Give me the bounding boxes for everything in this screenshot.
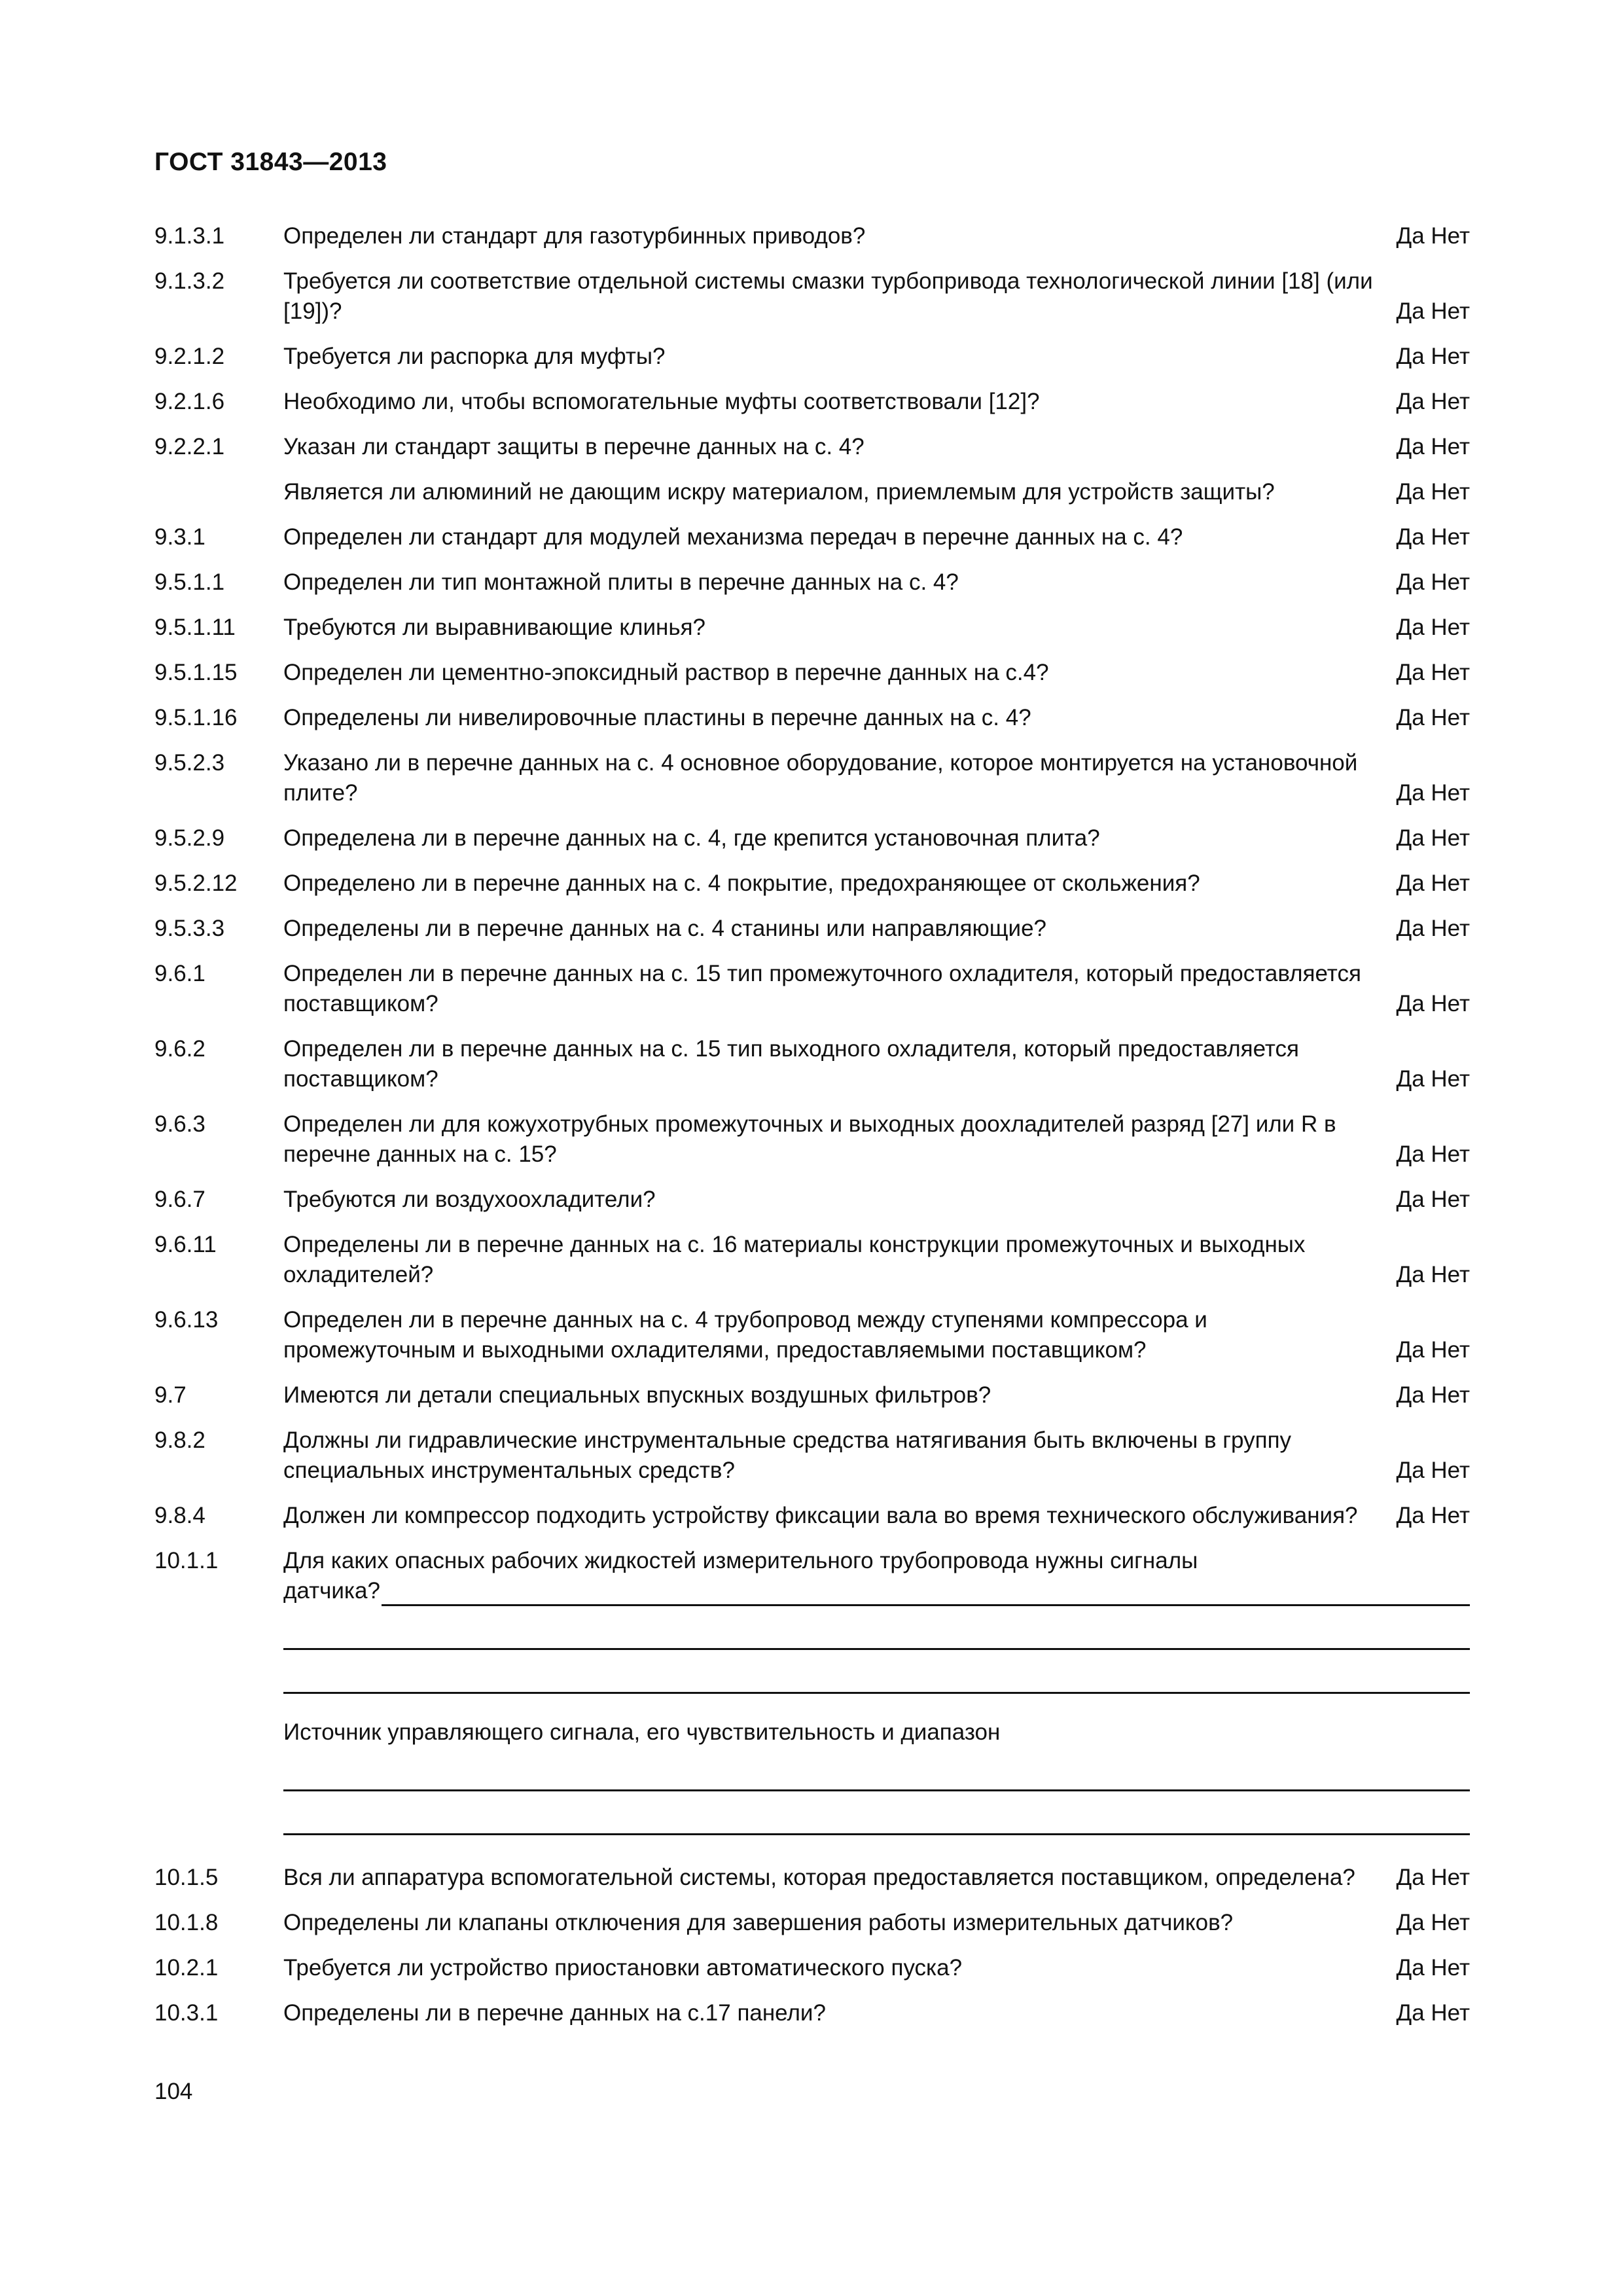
question-row [154, 1305, 1470, 1365]
checklist [154, 221, 1470, 2043]
yes-no-options[interactable]: Да Нет [1396, 780, 1470, 806]
item-number: 9.2.1.6 [154, 389, 225, 414]
item-number: 9.5.2.3 [154, 750, 225, 776]
item-number: 9.6.1 [154, 961, 205, 986]
question-text: Определено ли в перечне данных на с. 4 покрытие, предохраняющее от скольжения? [283, 870, 1200, 896]
question-row [154, 1908, 1470, 1938]
item-number: 10.1.1 [154, 1548, 219, 1573]
free-text-item [154, 1546, 1470, 1835]
item-number: 9.3.1 [154, 524, 205, 550]
yes-no-options[interactable]: Да Нет [1396, 1865, 1470, 1890]
question-text: Требуется ли соответствие отдельной системы смазки турбопривода технологической линии [18] (или [19])? [283, 268, 1373, 324]
question-text: Должны ли гидравлические инструментальные средства натягивания быть включены в группу специальных инструментальных средств? [283, 1427, 1292, 1483]
item-number: 9.5.3.3 [154, 916, 225, 941]
yes-no-options[interactable]: Да Нет [1396, 1066, 1470, 1092]
question-list-a [154, 221, 1470, 1531]
yes-no-options[interactable]: Да Нет [1396, 1382, 1470, 1408]
question-text: Определен ли для кожухотрубных промежуточных и выходных доохладителей разряд [27] или R в перечне данных на с. 15? [283, 1111, 1336, 1167]
yes-no-options[interactable]: Да Нет [1396, 1910, 1470, 1935]
question-row [154, 266, 1470, 327]
question-row [154, 1185, 1470, 1215]
question-row [154, 1953, 1470, 1983]
question-text: Требуются ли выравнивающие клинья? [283, 615, 705, 640]
question-text: Определен ли цементно-эпоксидный раствор в перечне данных на с.4? [283, 660, 1049, 685]
item-number: 9.2.1.2 [154, 344, 225, 369]
question-row [154, 1230, 1470, 1290]
question-row [154, 1863, 1470, 1893]
item-number: 10.2.1 [154, 1955, 219, 1981]
question-row [154, 1109, 1470, 1170]
question-text: Указано ли в перечне данных на с. 4 основное оборудование, которое монтируется на установочной плите? [283, 750, 1358, 806]
question-row [154, 658, 1470, 688]
answer-blank-line[interactable] [283, 1648, 1470, 1650]
yes-no-options[interactable]: Да Нет [1396, 524, 1470, 550]
question-row [154, 432, 1470, 462]
question-row [154, 1380, 1470, 1410]
yes-no-options[interactable]: Да Нет [1396, 389, 1470, 414]
free-question-line-2: датчика? [283, 1578, 380, 1604]
question-row [154, 567, 1470, 598]
yes-no-options[interactable]: Да Нет [1396, 615, 1470, 640]
item-number: 9.6.2 [154, 1036, 205, 1062]
item-number: 9.8.2 [154, 1427, 205, 1453]
question-text: Определен ли тип монтажной плиты в перечне данных на с. 4? [283, 569, 959, 595]
question-text: Необходимо ли, чтобы вспомогательные муфты соответствовали [12]? [283, 389, 1040, 414]
item-number: 9.5.2.12 [154, 870, 238, 896]
question-row [154, 869, 1470, 899]
item-number: 9.1.3.2 [154, 268, 225, 294]
question-text: Определена ли в перечне данных на с. 4, где крепится установочная плита? [283, 825, 1100, 851]
item-number: 10.3.1 [154, 2000, 219, 2026]
yes-no-options[interactable]: Да Нет [1396, 870, 1470, 896]
item-number: 10.1.8 [154, 1910, 219, 1935]
question-row [154, 477, 1470, 507]
question-row [154, 387, 1470, 417]
question-text: Определены ли клапаны отключения для завершения работы измерительных датчиков? [283, 1910, 1234, 1935]
free-question-line-1: Для каких опасных рабочих жидкостей измерительного трубопровода нужны сигналы [283, 1548, 1198, 1573]
question-row [154, 914, 1470, 944]
yes-no-options[interactable]: Да Нет [1396, 1337, 1470, 1363]
question-row [154, 748, 1470, 808]
yes-no-options[interactable]: Да Нет [1396, 991, 1470, 1016]
question-row [154, 1501, 1470, 1531]
item-number: 9.8.4 [154, 1503, 205, 1528]
question-row [154, 959, 1470, 1019]
free-text-body [283, 1546, 1470, 1835]
item-number: 9.5.1.1 [154, 569, 225, 595]
yes-no-options[interactable]: Да Нет [1396, 1955, 1470, 1981]
question-text: Определены ли нивелировочные пластины в перечне данных на с. 4? [283, 705, 1031, 730]
yes-no-options[interactable]: Да Нет [1396, 825, 1470, 851]
question-row [154, 522, 1470, 552]
item-number: 9.5.1.15 [154, 660, 238, 685]
answer-blank-line[interactable] [283, 1789, 1470, 1791]
question-row [154, 342, 1470, 372]
yes-no-options[interactable]: Да Нет [1396, 2000, 1470, 2026]
yes-no-options[interactable]: Да Нет [1396, 223, 1470, 249]
yes-no-options[interactable]: Да Нет [1396, 705, 1470, 730]
item-number: 9.7 [154, 1382, 187, 1408]
item-number: 9.5.1.16 [154, 705, 238, 730]
question-text: Является ли алюминий не дающим искру материалом, приемлемым для устройств защиты? [283, 479, 1275, 505]
question-row [154, 1426, 1470, 1486]
question-text: Определены ли в перечне данных на с. 16 материалы конструкции промежуточных и выходных охладителей? [283, 1232, 1306, 1287]
item-number: 9.6.13 [154, 1307, 219, 1333]
item-number: 9.5.2.9 [154, 825, 225, 851]
answer-blank-line[interactable] [283, 1833, 1470, 1835]
question-text: Вся ли аппаратура вспомогательной системы, которая предоставляется поставщиком, определена? [283, 1865, 1355, 1890]
question-row [154, 1034, 1470, 1094]
answer-blank-line[interactable] [382, 1581, 1470, 1606]
yes-no-options[interactable]: Да Нет [1396, 344, 1470, 369]
document-header: ГОСТ 31843—2013 [154, 148, 387, 176]
page-number: 104 [154, 2079, 193, 2104]
yes-no-options[interactable]: Да Нет [1396, 569, 1470, 595]
question-row [154, 221, 1470, 251]
question-list-b [154, 1863, 1470, 2028]
question-text: Требуется ли распорка для муфты? [283, 344, 666, 369]
question-text: Имеются ли детали специальных впускных воздушных фильтров? [283, 1382, 991, 1408]
yes-no-options[interactable]: Да Нет [1396, 1458, 1470, 1483]
yes-no-options[interactable]: Да Нет [1396, 479, 1470, 505]
yes-no-options[interactable]: Да Нет [1396, 1503, 1470, 1528]
question-text: Определен ли в перечне данных на с. 15 тип выходного охладителя, который предоставляется поставщиком? [283, 1036, 1299, 1092]
question-text: Указан ли стандарт защиты в перечне данных на с. 4? [283, 434, 865, 459]
yes-no-options[interactable]: Да Нет [1396, 660, 1470, 685]
yes-no-options[interactable]: Да Нет [1396, 434, 1470, 459]
item-number: 10.1.5 [154, 1865, 219, 1890]
item-number: 9.6.7 [154, 1187, 205, 1212]
answer-blank-line[interactable] [283, 1692, 1470, 1694]
question-text: Определены ли в перечне данных на с. 4 станины или направляющие? [283, 916, 1047, 941]
question-text: Определен ли стандарт для газотурбинных приводов? [283, 223, 866, 249]
yes-no-options[interactable]: Да Нет [1396, 1262, 1470, 1287]
item-number: 9.5.1.11 [154, 615, 236, 640]
item-number: 9.6.11 [154, 1232, 217, 1257]
question-text: Определен ли стандарт для модулей механизма передач в перечне данных на с. 4? [283, 524, 1183, 550]
question-text: Требуется ли устройство приостановки автоматического пуска? [283, 1955, 963, 1981]
question-text: Должен ли компрессор подходить устройству фиксации вала во время технического обслуживания? [283, 1503, 1358, 1528]
item-number: 9.6.3 [154, 1111, 205, 1137]
yes-no-options[interactable]: Да Нет [1396, 298, 1470, 324]
question-row [154, 613, 1470, 643]
question-text: Определен ли в перечне данных на с. 4 трубопровод между ступенями компрессора и промежуточным и выходными охладителями, предоставляемыми поставщиком? [283, 1307, 1207, 1363]
question-row [154, 1998, 1470, 2028]
item-number: 9.1.3.1 [154, 223, 225, 249]
item-number: 9.2.2.1 [154, 434, 225, 459]
question-text: Определен ли в перечне данных на с. 15 тип промежуточного охладителя, который предоставляется поставщиком? [283, 961, 1361, 1016]
question-text: Определены ли в перечне данных на с.17 панели? [283, 2000, 826, 2026]
yes-no-options[interactable]: Да Нет [1396, 916, 1470, 941]
question-row [154, 703, 1470, 733]
yes-no-options[interactable]: Да Нет [1396, 1141, 1470, 1167]
question-row [154, 823, 1470, 853]
signal-source-label: Источник управляющего сигнала, его чувствительность и диапазон [283, 1719, 1001, 1745]
question-text: Требуются ли воздухоохладители? [283, 1187, 656, 1212]
yes-no-options[interactable]: Да Нет [1396, 1187, 1470, 1212]
